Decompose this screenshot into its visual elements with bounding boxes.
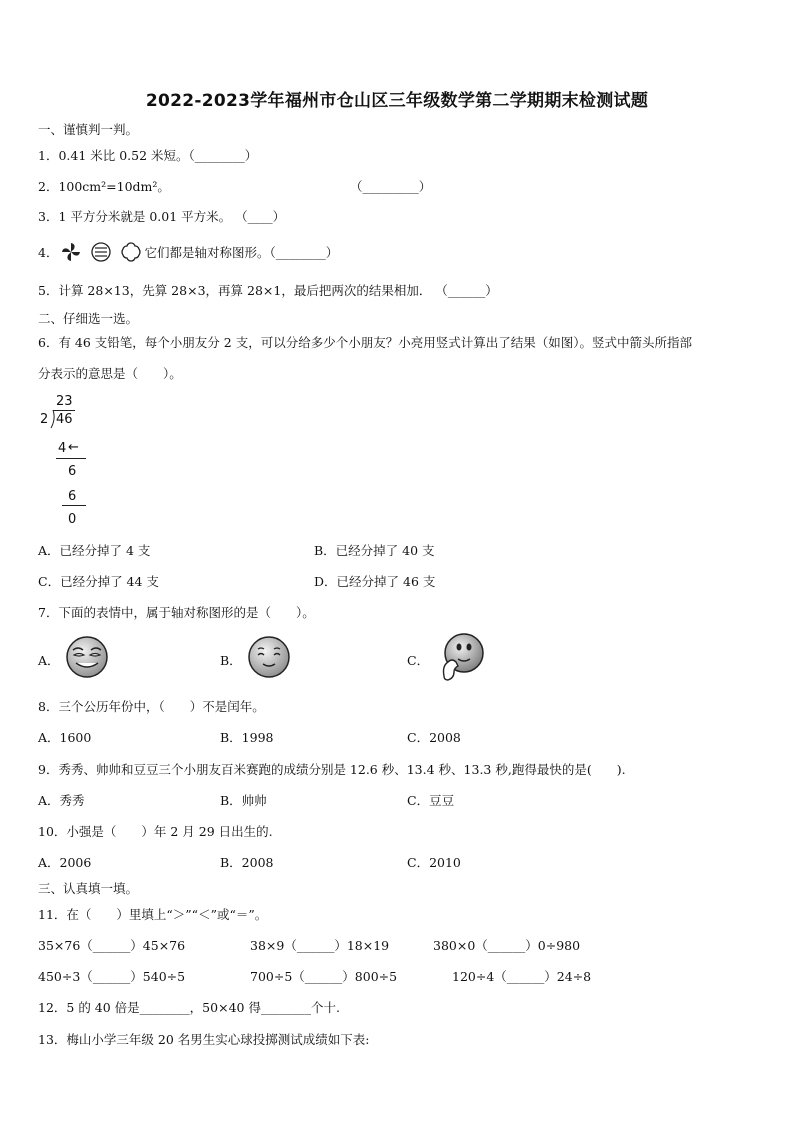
division-quotient: 23 (56, 394, 73, 409)
question-11: 11．在（ ）里填上“＞”“＜”或“＝”。 (38, 907, 268, 922)
division-arrow: ← (68, 440, 79, 455)
question-8-option-a: A．1600 (38, 730, 92, 745)
division-step-1: 4 (58, 441, 67, 456)
question-7-option-a-label: A． (38, 653, 60, 668)
question-6-line-1: 6．有 46 支铅笔，每个小朋友分 2 支，可以分给多少个小朋友？小亮用竖式计算出了结果（如图）。竖式中箭头所指部 (38, 335, 692, 350)
question-4-number: 4． (38, 245, 59, 260)
question-9-option-a: A．秀秀 (38, 793, 85, 808)
question-6-option-d: D．已经分掉了 46 支 (314, 574, 436, 589)
question-10-option-c: C．2010 (407, 855, 461, 870)
thinking-face-icon (436, 632, 488, 682)
question-9-option-b: B．帅帅 (220, 793, 267, 808)
question-8: 8．三个公历年份中，（ ）不是闰年。 (38, 699, 265, 714)
question-9: 9．秀秀、帅帅和豆豆三个小朋友百米赛跑的成绩分别是 12.6 秒、13.4 秒、13.3 秒,跑得最快的是( ). (38, 762, 626, 777)
question-8-option-c: C．2008 (407, 730, 461, 745)
question-3: 3．1 平方分米就是 0.01 平方米。 （____） (38, 209, 286, 224)
division-remainder: 0 (68, 512, 77, 527)
question-6-option-c: C．已经分掉了 44 支 (38, 574, 159, 589)
question-10-option-a: A．2006 (38, 855, 92, 870)
question-13: 13．梅山小学三年级 20 名男生实心球投掷测试成绩如下表: (38, 1032, 370, 1047)
question-7-option-b-label: B． (220, 653, 242, 668)
question-6-option-b: B．已经分掉了 40 支 (314, 543, 435, 558)
division-dividend: 46 (56, 412, 73, 427)
question-11-row-2-c: 120÷4（______）24÷8 (452, 969, 592, 984)
pinwheel-icon (58, 240, 84, 264)
division-step-3: 6 (68, 489, 77, 504)
content-face-icon (246, 635, 292, 679)
question-4 (38, 240, 338, 264)
division-bar (53, 410, 75, 411)
question-1: 1．0.41 米比 0.52 米短。（________） (38, 148, 258, 163)
page-title: 2022-2023学年福州市仓山区三年级数学第二学期期末检测试题 (145, 91, 649, 111)
question-10-option-b: B．2008 (220, 855, 274, 870)
question-11-row-2-a: 450÷3（______）540÷5 (38, 969, 186, 984)
question-2: 2．100cm²=10dm²。 (38, 179, 170, 194)
question-10: 10．小强是（ ）年 2 月 29 日出生的. (38, 824, 273, 839)
question-11-row-2-b: 700÷5（______）800÷5 (250, 969, 398, 984)
question-11-row-1-a: 35×76（______）45×76 (38, 938, 186, 953)
division-step-2: 6 (68, 464, 77, 479)
section-2-heading: 二、仔细选一选。 (38, 311, 139, 326)
section-1-heading: 一、谨慎判一判。 (38, 122, 139, 137)
question-11-row-1-c: 380×0（______）0÷980 (433, 938, 581, 953)
section-3-heading: 三、认真填一填。 (38, 881, 139, 896)
smirk-face-icon (64, 635, 110, 679)
question-9-option-c: C．豆豆 (407, 793, 455, 808)
question-6-option-a: A．已经分掉了 4 支 (38, 543, 151, 558)
question-12: 12．5 的 40 倍是________，50×40 得________个十. (38, 1000, 340, 1015)
question-7-option-c-label: C． (407, 653, 430, 668)
question-2-answer-blank: （_________） (350, 179, 432, 194)
question-11-row-1-b: 38×9（______）18×19 (250, 938, 390, 953)
circle-with-lines-icon (88, 240, 114, 264)
division-line-1 (56, 458, 86, 459)
question-6-line-2: 分表示的意思是（ ）。 (38, 366, 182, 381)
division-divisor: 2 (40, 412, 49, 427)
flower-outline-icon (118, 240, 144, 264)
division-line-2 (62, 505, 86, 506)
question-4-text: 它们都是轴对称图形。（________） (144, 245, 339, 260)
division-bracket (48, 409, 56, 429)
question-5: 5．计算 28×13，先算 28×3，再算 28×1，最后把两次的结果相加． （______） (38, 283, 498, 298)
question-8-option-b: B．1998 (220, 730, 274, 745)
question-7: 7．下面的表情中，属于轴对称图形的是（ ）。 (38, 605, 315, 620)
